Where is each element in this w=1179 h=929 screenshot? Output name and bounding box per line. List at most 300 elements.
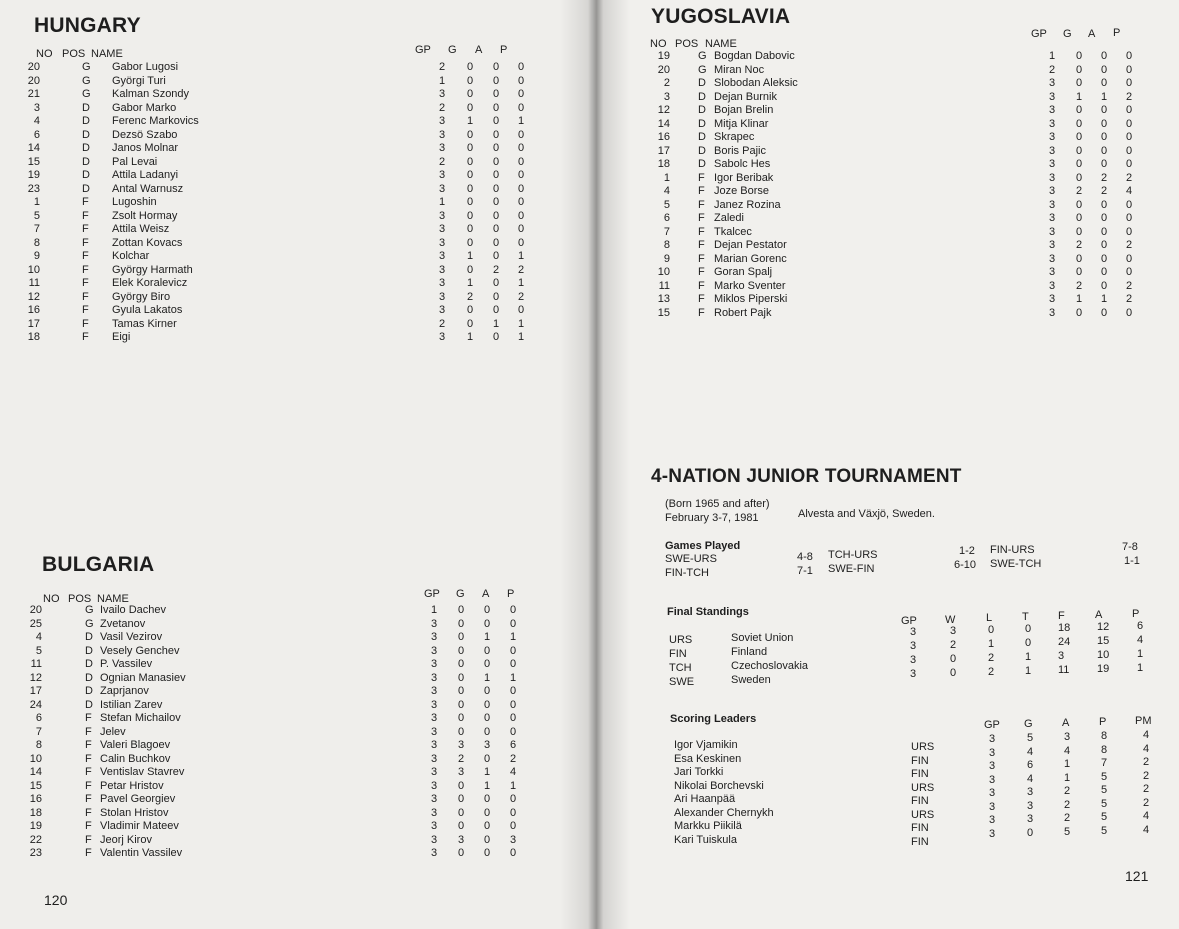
player-position: F: [82, 196, 89, 208]
player-goals: 1: [1075, 293, 1083, 305]
player-position: F: [82, 277, 89, 289]
player-games-played: 3: [430, 739, 438, 751]
player-assists: 0: [492, 128, 500, 141]
player-assists: 1: [1100, 293, 1108, 305]
player-goals: 0: [466, 61, 474, 73]
player-name: Vesely Genchev: [100, 644, 180, 657]
player-goals: 0: [457, 671, 465, 684]
player-row: [22, 645, 532, 659]
player-row: [654, 266, 1154, 280]
player-points: 0: [509, 644, 517, 657]
player-number: 20: [27, 61, 40, 73]
player-games-played: 3: [1048, 266, 1056, 278]
player-position: F: [85, 766, 92, 778]
player-assists: 0: [483, 806, 491, 819]
player-name: Antal Warnusz: [112, 182, 184, 195]
player-number: 18: [657, 158, 670, 170]
player-assists: 1: [483, 779, 491, 792]
player-row: [654, 239, 1154, 253]
player-points: 2: [517, 263, 525, 276]
player-row: [20, 182, 525, 197]
scorer-g: 3: [1027, 799, 1034, 812]
player-number: 11: [30, 658, 42, 670]
player-name: Stefan Michailov: [100, 712, 181, 724]
player-name: Dezsö Szabo: [112, 128, 178, 141]
player-position: F: [82, 304, 89, 316]
standings-f: 24: [1058, 636, 1071, 648]
standings-header-f: F: [1058, 610, 1065, 622]
player-points: 2: [1125, 279, 1133, 292]
player-position: F: [698, 212, 705, 224]
player-assists: 0: [1100, 158, 1108, 170]
scorer-team: URS: [911, 741, 935, 753]
bulgaria-header-no: NO: [43, 593, 60, 605]
player-row: [654, 131, 1154, 145]
player-points: 4: [509, 766, 517, 778]
player-games-played: 2: [1048, 63, 1056, 76]
player-goals: 2: [466, 290, 474, 303]
scoring-header-gp: GP: [984, 719, 1000, 731]
player-points: 0: [517, 169, 525, 181]
player-name: Marian Gorenc: [714, 252, 787, 265]
player-assists: 0: [483, 712, 491, 724]
hungary-header-pos: POS: [62, 48, 86, 60]
player-number: 14: [657, 117, 670, 130]
player-assists: 2: [1100, 185, 1108, 197]
player-name: Valentin Vassilev: [100, 847, 183, 859]
player-games-played: 1: [430, 604, 438, 616]
player-assists: 1: [492, 317, 500, 330]
standings-country: Soviet Union: [731, 632, 794, 644]
scorer-team: FIN: [911, 822, 929, 834]
yugoslavia-header-gp: GP: [1031, 28, 1047, 40]
player-assists: 2: [492, 263, 500, 276]
player-goals: 0: [466, 88, 474, 100]
player-row: [654, 280, 1154, 294]
player-position: F: [85, 820, 92, 832]
player-goals: 0: [466, 155, 474, 168]
player-name: Jelev: [100, 725, 126, 738]
player-number: 11: [658, 279, 670, 292]
player-number: 4: [33, 115, 40, 127]
standings-gp: 3: [910, 626, 917, 638]
player-row: [22, 847, 532, 861]
player-row: [22, 604, 532, 618]
hungary-header-name: NAME: [91, 48, 123, 60]
player-points: 0: [509, 793, 517, 805]
player-games-played: 3: [430, 631, 438, 643]
player-position: F: [82, 209, 89, 222]
player-goals: 0: [466, 304, 474, 316]
player-name: Gyula Lakatos: [112, 304, 183, 316]
player-name: Vladimir Mateev: [100, 820, 179, 832]
player-name: Attila Ladanyi: [112, 169, 179, 181]
player-row: [20, 317, 525, 332]
hungary-header-gp: GP: [415, 44, 431, 56]
player-games-played: 3: [438, 277, 446, 289]
player-row: [22, 685, 532, 699]
player-games-played: 3: [1048, 158, 1056, 170]
player-name: Zottan Kovacs: [112, 236, 183, 249]
player-assists: 0: [483, 725, 491, 738]
yugoslavia-header-g: G: [1063, 28, 1072, 40]
standings-header-a: A: [1095, 609, 1103, 621]
player-games-played: 3: [438, 290, 446, 303]
player-points: 0: [1125, 212, 1133, 224]
player-row: [22, 739, 532, 753]
scorer-g: 3: [1027, 786, 1034, 798]
standings-l: 2: [988, 666, 995, 678]
player-name: Eigi: [112, 331, 131, 343]
scorer-gp: 3: [989, 760, 996, 772]
player-assists: 0: [492, 88, 500, 100]
player-goals: 0: [466, 74, 474, 87]
player-position: G: [698, 50, 707, 62]
scorer-p: 5: [1101, 824, 1108, 837]
scorer-a: 2: [1064, 812, 1071, 824]
player-position: F: [698, 185, 705, 197]
player-assists: 3: [483, 739, 491, 751]
player-name: P. Vassilev: [100, 658, 153, 670]
player-row: [20, 236, 525, 251]
player-number: 20: [27, 74, 40, 87]
player-name: Ivailo Dachev: [100, 604, 167, 616]
player-number: 4: [35, 631, 42, 643]
player-goals: 0: [466, 209, 474, 222]
player-number: 20: [657, 63, 670, 76]
scorer-team: FIN: [911, 795, 929, 807]
player-name: Skrapec: [714, 131, 755, 143]
player-assists: 0: [1100, 104, 1108, 116]
player-number: 8: [663, 239, 670, 251]
player-goals: 0: [457, 658, 465, 670]
player-points: 0: [1125, 306, 1133, 319]
player-goals: 0: [1075, 225, 1083, 238]
player-assists: 0: [1100, 225, 1108, 238]
player-row: [20, 115, 525, 129]
player-name: Kolchar: [112, 250, 150, 262]
scorer-g: 4: [1027, 772, 1034, 785]
player-goals: 0: [466, 142, 474, 154]
player-games-played: 3: [430, 644, 438, 657]
player-number: 5: [663, 198, 670, 211]
player-points: 4: [1125, 185, 1133, 197]
player-row: [654, 118, 1154, 132]
player-position: D: [82, 115, 90, 127]
scorer-p: 8: [1101, 743, 1108, 756]
yugoslavia-roster: [654, 50, 1154, 320]
player-games-played: 3: [430, 671, 438, 684]
player-assists: 0: [1100, 266, 1108, 278]
player-name: Jeorj Kirov: [100, 833, 152, 846]
player-name: Mitja Klinar: [714, 117, 769, 130]
player-name: Attila Weisz: [112, 223, 170, 235]
hungary-header-no: NO: [36, 48, 53, 60]
player-games-played: 3: [438, 250, 446, 262]
player-name: Gabor Marko: [112, 101, 177, 114]
player-number: 10: [29, 752, 42, 765]
player-points: 2: [1125, 90, 1133, 103]
player-games-played: 3: [438, 169, 446, 181]
player-number: 7: [33, 223, 40, 235]
player-games-played: 3: [430, 793, 438, 805]
player-row: [20, 128, 525, 143]
player-games-played: 3: [438, 223, 446, 235]
player-name: Elek Koralevicz: [112, 277, 188, 289]
player-points: 1: [517, 277, 525, 289]
player-position: F: [85, 833, 92, 846]
player-assists: 0: [483, 752, 491, 765]
player-name: Ferenc Markovics: [112, 115, 199, 127]
player-row: [22, 807, 532, 821]
player-assists: 2: [1100, 171, 1108, 184]
game-score: 7-1: [797, 565, 813, 577]
player-points: 0: [1125, 252, 1133, 265]
player-points: 0: [509, 725, 517, 738]
player-row: [22, 753, 532, 767]
player-position: D: [698, 131, 706, 143]
standings-team-code: FIN: [669, 648, 687, 660]
player-points: 0: [517, 61, 525, 73]
standings-t: 1: [1025, 665, 1032, 677]
player-assists: 0: [483, 644, 491, 657]
player-assists: 0: [492, 61, 500, 73]
scorer-team: FIN: [911, 768, 929, 780]
player-goals: 1: [466, 331, 474, 343]
player-name: Pavel Georgiev: [100, 793, 176, 805]
game-score: 7-8: [1122, 541, 1138, 553]
scorer-team: FIN: [911, 835, 929, 848]
page-number-left: 120: [44, 892, 68, 908]
game-score: 1-1: [1124, 555, 1140, 567]
player-name: Zaprjanov: [100, 685, 149, 697]
player-number: 17: [27, 317, 40, 330]
player-number: 18: [27, 331, 40, 343]
player-goals: 0: [1075, 171, 1083, 184]
player-row: [654, 91, 1154, 105]
player-number: 3: [663, 90, 670, 103]
scorer-a: 2: [1064, 798, 1071, 811]
standings-country: Finland: [731, 646, 768, 658]
scorer-p: 5: [1101, 797, 1108, 810]
standings-a: 12: [1097, 621, 1110, 633]
player-points: 3: [509, 833, 517, 846]
player-points: 0: [517, 74, 525, 87]
player-number: 16: [657, 131, 670, 143]
player-games-played: 3: [438, 263, 446, 276]
scorer-p: 7: [1101, 757, 1108, 769]
player-row: [654, 253, 1154, 267]
player-points: 2: [1125, 293, 1133, 305]
player-assists: 0: [483, 617, 491, 630]
player-goals: 0: [457, 820, 465, 832]
player-games-played: 3: [438, 182, 446, 195]
player-games-played: 3: [438, 209, 446, 222]
standings-country: Sweden: [731, 674, 771, 686]
scorer-g: 6: [1027, 759, 1034, 771]
player-goals: 2: [457, 752, 465, 765]
scorer-a: 4: [1064, 744, 1071, 757]
player-position: F: [698, 279, 705, 292]
player-assists: 0: [492, 142, 500, 154]
player-assists: 0: [483, 604, 491, 616]
player-position: G: [82, 61, 91, 73]
player-games-played: 3: [1048, 239, 1056, 251]
player-assists: 0: [483, 847, 491, 859]
player-number: 5: [33, 209, 40, 222]
player-number: 14: [29, 766, 42, 778]
player-name: Gabor Lugosi: [112, 61, 179, 73]
standings-team-code: TCH: [669, 662, 692, 674]
player-points: 0: [509, 685, 517, 697]
scorer-pm: 2: [1143, 783, 1150, 795]
bulgaria-header-g: G: [456, 588, 465, 600]
scorer-g: 3: [1027, 813, 1034, 825]
standings-a: 10: [1097, 649, 1110, 661]
scorer-g: 5: [1027, 732, 1034, 744]
player-goals: 0: [1075, 212, 1083, 224]
standings-l: 1: [988, 638, 995, 650]
tournament-dates: February 3-7, 1981: [665, 512, 759, 524]
player-position: D: [698, 117, 706, 130]
player-games-played: 3: [430, 658, 438, 670]
player-points: 2: [1125, 239, 1133, 251]
game-pair: SWE-URS: [665, 553, 717, 565]
yugoslavia-title: YUGOSLAVIA: [651, 5, 791, 28]
bulgaria-header-a: A: [482, 588, 490, 600]
scorer-a: 1: [1064, 771, 1071, 784]
player-points: 0: [517, 155, 525, 168]
standings-l: 2: [988, 652, 995, 664]
player-assists: 0: [1100, 77, 1108, 89]
hungary-header-p: P: [500, 44, 508, 56]
scorer-name: Markku Piikilä: [674, 820, 742, 832]
player-number: 20: [29, 604, 42, 616]
standings-gp: 3: [910, 668, 917, 680]
player-position: F: [85, 793, 92, 805]
player-position: D: [82, 142, 90, 154]
page-number-right: 121: [1125, 868, 1149, 884]
player-assists: 0: [492, 331, 500, 343]
player-name: Lugoshin: [112, 196, 157, 208]
scorer-g: 0: [1027, 826, 1034, 839]
player-points: 0: [1125, 104, 1133, 116]
player-assists: 0: [1100, 50, 1108, 62]
player-goals: 0: [457, 685, 465, 697]
player-name: Janez Rozina: [714, 198, 781, 211]
scorer-g: 4: [1027, 745, 1034, 758]
player-games-played: 3: [430, 779, 438, 792]
player-games-played: 3: [1048, 279, 1056, 292]
standings-p: 6: [1137, 620, 1144, 632]
player-goals: 3: [457, 739, 465, 751]
player-position: F: [82, 290, 89, 303]
player-points: 0: [1125, 63, 1133, 76]
standings-header-l: L: [986, 612, 993, 624]
player-number: 4: [663, 185, 670, 197]
player-number: 16: [27, 304, 40, 316]
player-goals: 0: [466, 182, 474, 195]
player-number: 10: [27, 263, 40, 276]
player-assists: 0: [492, 223, 500, 235]
player-points: 0: [517, 182, 525, 195]
player-number: 5: [35, 644, 42, 657]
player-goals: 0: [1075, 50, 1083, 62]
player-row: [654, 307, 1154, 321]
player-row: [20, 209, 525, 224]
standings-f: 18: [1058, 622, 1071, 634]
scorer-name: Jari Torkki: [674, 766, 724, 778]
player-games-played: 3: [430, 725, 438, 738]
bulgaria-header-name: NAME: [97, 593, 129, 605]
player-row: [654, 172, 1154, 186]
player-points: 0: [509, 658, 517, 670]
player-name: Pal Levai: [112, 155, 158, 168]
player-assists: 0: [492, 277, 500, 289]
player-number: 7: [35, 725, 42, 738]
player-position: F: [82, 250, 89, 262]
player-number: 9: [663, 252, 670, 265]
player-name: Sabolc Hes: [714, 158, 771, 170]
player-name: Miklos Piperski: [714, 293, 788, 305]
game-pair: TCH-URS: [828, 549, 878, 561]
player-name: György Harmath: [112, 263, 193, 276]
player-row: [654, 77, 1154, 91]
player-goals: 1: [466, 115, 474, 127]
player-games-played: 3: [1048, 131, 1056, 143]
standings-t: 0: [1025, 623, 1032, 635]
player-position: F: [82, 331, 89, 343]
scorer-gp: 3: [989, 827, 996, 840]
player-position: F: [698, 306, 705, 319]
player-position: F: [82, 317, 89, 330]
player-position: D: [82, 155, 90, 168]
player-number: 13: [657, 293, 670, 305]
player-games-played: 3: [1048, 185, 1056, 197]
player-row: [20, 250, 525, 264]
player-row: [22, 672, 532, 686]
player-games-played: 1: [438, 74, 446, 87]
player-games-played: 3: [1048, 212, 1056, 224]
player-name: Istilian Zarev: [100, 698, 163, 711]
player-points: 1: [509, 631, 517, 643]
player-number: 8: [35, 739, 42, 751]
scorer-name: Nikolai Borchevski: [674, 779, 764, 792]
player-row: [20, 142, 525, 156]
scorer-gp: 3: [989, 733, 996, 745]
standings-w: 3: [950, 625, 957, 637]
player-games-played: 3: [1048, 252, 1056, 265]
player-games-played: 3: [1048, 77, 1056, 89]
scorer-a: 3: [1064, 731, 1071, 743]
hungary-header-a: A: [475, 44, 483, 56]
player-games-played: 3: [430, 847, 438, 859]
player-points: 0: [1125, 198, 1133, 211]
scorer-gp: 3: [989, 814, 996, 826]
player-position: D: [698, 144, 706, 157]
player-number: 16: [29, 793, 42, 805]
yugoslavia-header-a: A: [1088, 28, 1096, 40]
player-points: 2: [509, 752, 517, 765]
player-number: 17: [657, 144, 670, 157]
player-name: Slobodan Aleksic: [714, 77, 798, 89]
right-page: [592, 0, 1179, 929]
scorer-a: 1: [1064, 758, 1071, 770]
player-goals: 0: [1075, 77, 1083, 89]
standings-p: 4: [1137, 634, 1144, 646]
player-row: [654, 226, 1154, 240]
player-number: 24: [29, 698, 42, 711]
